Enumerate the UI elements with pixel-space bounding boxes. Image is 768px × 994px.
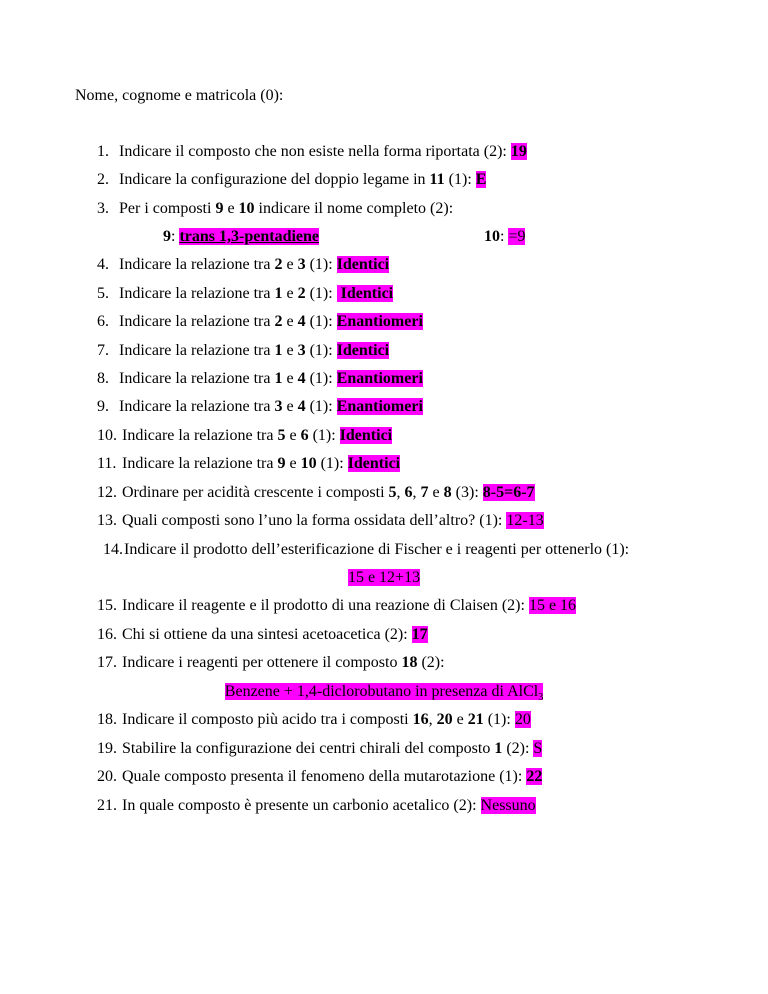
question-text: e <box>285 455 301 472</box>
answer-highlight <box>508 228 525 245</box>
question-text: (1): <box>305 370 337 387</box>
question-text: e <box>285 427 301 444</box>
answer-text: Identici <box>336 285 394 302</box>
answer-text: S <box>533 740 543 757</box>
answer-text: Enantiomeri <box>336 313 423 330</box>
question-number: 12. <box>97 484 117 501</box>
compound-ref: 3 <box>274 398 283 415</box>
answer-text: trans 1,3-pentadiene <box>179 228 320 245</box>
question-number: 5. <box>97 285 109 302</box>
answer-highlight <box>506 512 543 529</box>
question-5 <box>97 284 393 304</box>
question-12 <box>97 483 535 503</box>
question-text: (1): <box>483 711 515 728</box>
question-text: Chi si ottiene da una sintesi acetoacetica (2): <box>122 626 412 643</box>
question-text: Quale composto presenta il fenomeno della mutarotazione (1): <box>122 768 527 785</box>
question-number: 16. <box>97 626 117 643</box>
question-text: Indicare la relazione tra <box>119 342 275 359</box>
question-number: 17. <box>97 654 117 671</box>
question-text: (1): <box>305 342 337 359</box>
answer-highlight <box>337 398 423 415</box>
answer-highlight <box>483 484 535 501</box>
answer-highlight <box>179 228 319 245</box>
question-text: e <box>282 370 298 387</box>
question-3 <box>97 199 453 219</box>
question-21 <box>97 796 536 816</box>
question-number: 9. <box>97 398 109 415</box>
question-11 <box>97 454 400 474</box>
compound-ref: 8 <box>443 484 452 501</box>
question-number: 4. <box>97 256 109 273</box>
compound-ref: 5 <box>388 484 397 501</box>
question-number: 19. <box>97 740 117 757</box>
question-text: Indicare la relazione tra <box>119 370 275 387</box>
question-text: e <box>282 285 298 302</box>
compound-ref: 4 <box>297 370 306 387</box>
answer-highlight <box>533 740 542 757</box>
compound-ref: 9 <box>215 200 224 217</box>
question-19 <box>97 739 542 759</box>
compound-ref: 7 <box>420 484 429 501</box>
question-number: 6. <box>97 313 109 330</box>
question-13 <box>97 511 544 531</box>
compound-ref: 4 <box>297 398 306 415</box>
question-3-answer-9: 9: trans 1,3-pentadiene <box>163 228 320 245</box>
answer-text: Identici <box>336 342 390 359</box>
question-text: Indicare il reagente e il prodotto di una reazione di Claisen (2): <box>122 597 529 614</box>
answer-text: Nessuno <box>480 797 536 814</box>
question-number: 14. <box>103 541 123 558</box>
answer-text: Identici <box>336 256 390 273</box>
question-text: Indicare il composto più acido tra i composti <box>122 711 413 728</box>
answer-highlight <box>412 626 428 643</box>
answer-highlight <box>337 256 389 273</box>
question-text: (2): <box>502 740 534 757</box>
separator: , <box>428 711 437 728</box>
answer-text: E <box>475 171 487 188</box>
compound-ref: 4 <box>297 313 306 330</box>
separator: , <box>412 484 421 501</box>
question-number: 8. <box>97 370 109 387</box>
answer-text: 15 e 16 <box>528 597 577 614</box>
question-number: 13. <box>97 512 117 529</box>
answer-text: 22 <box>526 768 543 785</box>
question-14-answer <box>0 568 768 588</box>
answer-highlight <box>511 143 527 160</box>
compound-ref: 10 <box>300 455 317 472</box>
answer-highlight <box>476 171 487 188</box>
answer-highlight <box>224 683 544 704</box>
compound-ref: 6 <box>404 484 413 501</box>
question-number: 10. <box>97 427 117 444</box>
question-number: 18. <box>97 711 117 728</box>
question-number: 3. <box>97 200 109 217</box>
question-number: 20. <box>97 768 117 785</box>
answer-highlight <box>529 597 576 614</box>
answer-text: Identici <box>339 427 393 444</box>
question-7 <box>97 341 389 361</box>
answer-text: 8-5=6-7 <box>482 484 535 501</box>
question-text: Per i composti <box>119 200 216 217</box>
answer-subscript: 3 <box>538 692 544 704</box>
question-18 <box>97 710 531 730</box>
answer-highlight <box>337 342 389 359</box>
compound-ref: 1 <box>274 285 283 302</box>
question-text: Indicare i reagenti per ottenere il composto <box>122 654 402 671</box>
question-text: Indicare il prodotto dell’esterificazione di Fischer e i reagenti per ottenerlo (1): <box>124 541 630 558</box>
compound-ref: 1 <box>274 370 283 387</box>
question-text: Quali composti sono l’uno la forma ossidata dell’altro? (1): <box>122 512 507 529</box>
question-text: Indicare la relazione tra <box>119 285 275 302</box>
compound-ref: 10 <box>238 200 255 217</box>
question-text: Indicare la relazione tra <box>119 398 275 415</box>
answer-text: Enantiomeri <box>336 370 423 387</box>
name-field-label: Nome, cognome e matricola (0): <box>75 87 284 104</box>
answer-highlight <box>337 285 393 302</box>
question-10 <box>97 426 392 446</box>
question-20 <box>97 767 542 787</box>
question-text: Indicare la relazione tra <box>119 313 275 330</box>
question-3-answer-10: 10: =9 <box>484 228 526 245</box>
question-1 <box>97 142 527 162</box>
compound-ref: 18 <box>401 654 418 671</box>
answer-highlight <box>348 455 400 472</box>
question-text: (1): <box>305 313 337 330</box>
compound-ref: 9 <box>163 228 171 245</box>
answer-text: Identici <box>347 455 401 472</box>
question-14 <box>103 540 629 560</box>
compound-ref: 20 <box>436 711 453 728</box>
compound-ref: 9 <box>277 455 286 472</box>
question-6 <box>97 312 423 332</box>
question-text: e <box>282 342 298 359</box>
question-number: 11. <box>97 455 117 472</box>
answer-text: Enantiomeri <box>336 398 423 415</box>
question-text: (1): <box>444 171 476 188</box>
compound-ref: 3 <box>297 342 306 359</box>
question-2 <box>97 170 486 190</box>
question-15 <box>97 596 576 616</box>
answer-text: Benzene + 1,4-diclorobutano in presenza di AlCl <box>224 683 539 700</box>
compound-ref: 11 <box>429 171 445 188</box>
answer-highlight <box>337 313 423 330</box>
compound-ref: 3 <box>297 256 306 273</box>
answer-text: 17 <box>411 626 428 643</box>
answer-highlight <box>337 370 423 387</box>
question-text: indicare il nome completo (2): <box>254 200 454 217</box>
question-text: (3): <box>451 484 483 501</box>
answer-text: 15 e 12+13 <box>347 569 421 586</box>
question-9 <box>97 397 423 417</box>
question-text: Indicare il composto che non esiste nella forma riportata (2): <box>119 143 511 160</box>
answer-text: 12-13 <box>506 512 544 529</box>
question-text: (1): <box>305 398 337 415</box>
question-number: 1. <box>97 143 109 160</box>
question-text: Ordinare per acidità crescente i composti <box>122 484 389 501</box>
compound-ref: 2 <box>274 313 283 330</box>
compound-ref: 5 <box>277 427 286 444</box>
question-number: 15. <box>97 597 117 614</box>
answer-highlight <box>515 711 531 728</box>
question-text: Indicare la relazione tra <box>119 256 275 273</box>
answer-text: =9 <box>508 228 526 245</box>
question-16 <box>97 625 428 645</box>
compound-ref: 21 <box>467 711 484 728</box>
question-text: (2): <box>417 654 445 671</box>
question-text: (1): <box>305 256 337 273</box>
separator: , <box>396 484 405 501</box>
question-text: e <box>282 256 298 273</box>
question-text: Indicare la relazione tra <box>122 427 278 444</box>
question-text: (1): <box>316 455 348 472</box>
compound-ref: 2 <box>297 285 306 302</box>
question-number: 7. <box>97 342 109 359</box>
answer-highlight <box>526 768 542 785</box>
answer-highlight <box>340 427 392 444</box>
question-text: (1): <box>305 285 337 302</box>
compound-ref: 6 <box>300 427 309 444</box>
question-text: In quale composto è presente un carbonio acetalico (2): <box>122 797 481 814</box>
question-8 <box>97 369 423 389</box>
compound-ref: 2 <box>274 256 283 273</box>
answer-text: 20 <box>514 711 531 728</box>
question-17 <box>97 653 445 673</box>
separator: e <box>452 711 468 728</box>
compound-ref: 10 <box>484 228 500 245</box>
compound-ref: 1 <box>494 740 503 757</box>
compound-ref: 1 <box>274 342 283 359</box>
question-number: 2. <box>97 171 109 188</box>
question-4 <box>97 255 389 275</box>
answer-highlight <box>348 569 420 586</box>
question-text: e <box>223 200 239 217</box>
question-17-answer <box>0 682 768 708</box>
question-text: e <box>282 398 298 415</box>
question-text: (1): <box>308 427 340 444</box>
question-text: Indicare la relazione tra <box>122 455 278 472</box>
separator: e <box>428 484 444 501</box>
question-text: Stabilire la configurazione dei centri chirali del composto <box>122 740 495 757</box>
compound-ref: 16 <box>412 711 429 728</box>
question-text: e <box>282 313 298 330</box>
answer-text: 19 <box>510 143 527 160</box>
question-number: 21. <box>97 797 117 814</box>
answer-highlight <box>481 797 536 814</box>
question-text: Indicare la configurazione del doppio legame in <box>119 171 430 188</box>
